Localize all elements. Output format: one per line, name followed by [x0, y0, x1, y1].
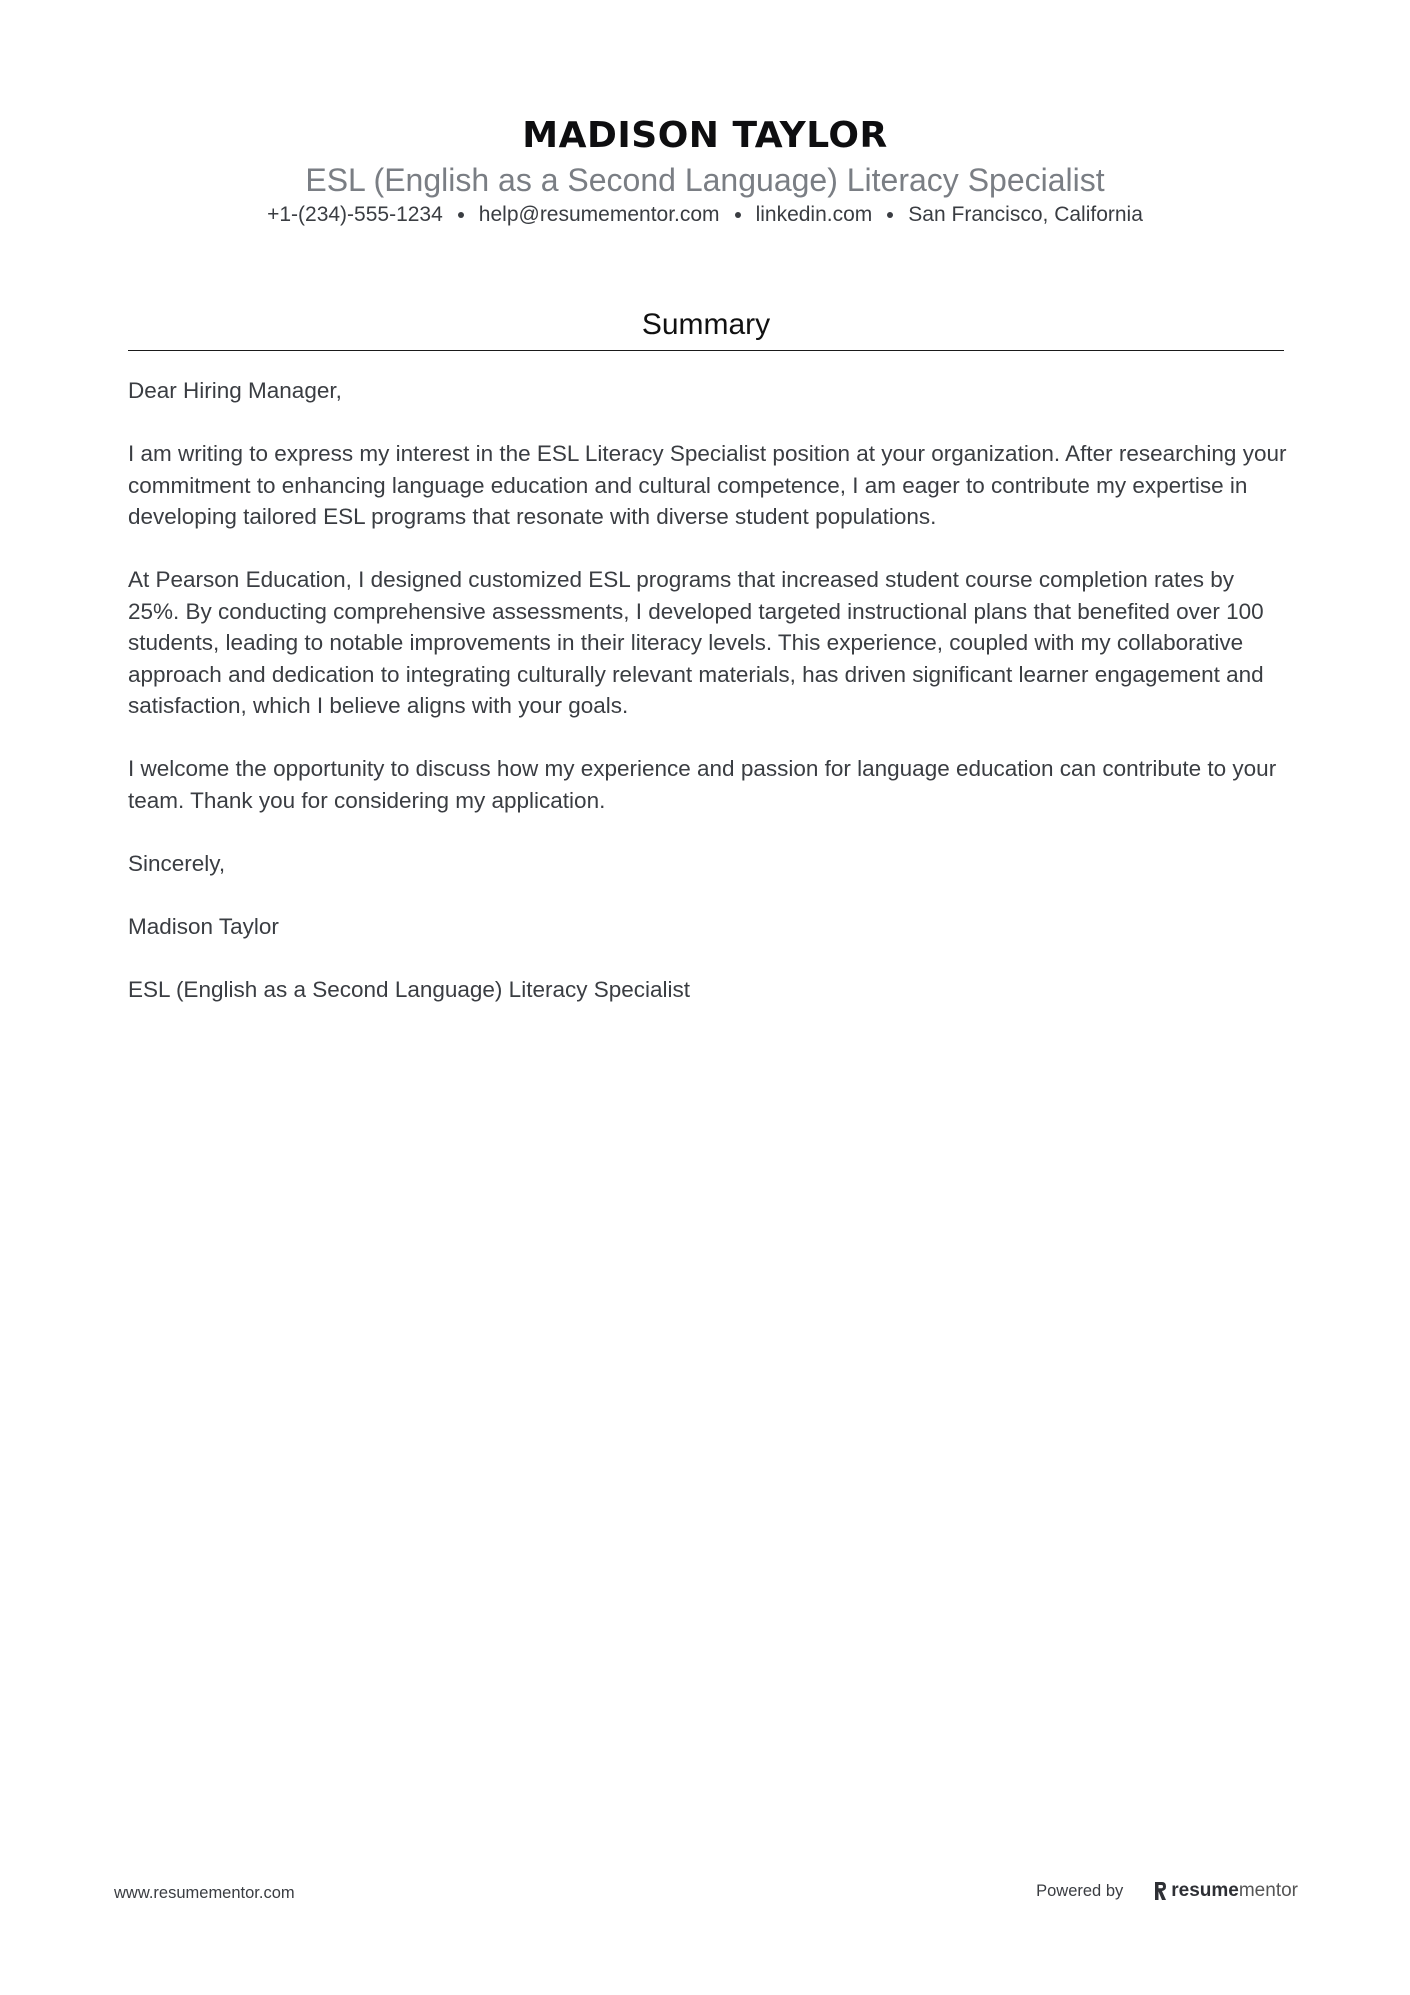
header	[0, 112, 1410, 230]
contact-line	[0, 200, 1410, 230]
logo-text-light: mentor	[1238, 1880, 1298, 1901]
powered-by-label: Powered by	[1036, 1881, 1124, 1900]
logo-text-bold: resume	[1171, 1880, 1239, 1901]
footer-website[interactable]: www.resumementor.com	[114, 1884, 295, 1902]
bullet-separator	[887, 212, 893, 218]
bullet-separator	[735, 212, 741, 218]
closing: Sincerely,	[128, 850, 226, 876]
paragraph-experience: At Pearson Education, I designed customized ESL programs that increased student course completion rates by 25%. By conducting comprehensive assessments, I developed targeted instructional plans that benefited over 100 students, leading to notable improvements in their literacy levels. This experience, coupled with my collaborative approach and dedication to integrating culturally relevant materials, has driven significant learner engagement and satisfaction, which I believe aligns with your goals.	[128, 567, 1264, 718]
section-divider	[128, 350, 1284, 351]
greeting: Dear Hiring Manager,	[128, 378, 342, 403]
resumementor-logo-icon	[1153, 1881, 1167, 1901]
summary-section	[128, 300, 1284, 351]
footer-branding	[1036, 1880, 1298, 1902]
resumementor-logo[interactable]	[1153, 1880, 1298, 1902]
letter-body	[128, 375, 1288, 1037]
bullet-separator	[458, 212, 464, 218]
candidate-name: MADISON TAYLOR	[522, 115, 888, 156]
linkedin-link[interactable]: linkedin.com	[755, 203, 873, 226]
signature-name: Madison Taylor	[128, 913, 279, 939]
job-title: ESL (English as a Second Language) Literacy Specialist	[305, 162, 1105, 198]
location: San Francisco, California	[908, 203, 1143, 226]
email-address[interactable]: help@resumementor.com	[478, 203, 720, 226]
signature-title: ESL (English as a Second Language) Literacy Specialist	[128, 976, 691, 1002]
section-title: Summary	[641, 308, 771, 341]
paragraph-intro: I am writing to express my interest in the ESL Literacy Specialist position at your organization. After researching your commitment to enhancing language education and cultural competence, I am eager to contribute my expertise in developing tailored ESL programs that resonate with diverse student populations.	[128, 441, 1287, 529]
phone-number: +1-(234)-555-1234	[267, 203, 443, 226]
paragraph-closing: I welcome the opportunity to discuss how my experience and passion for language education can contribute to your team. Thank you for considering my application.	[128, 756, 1277, 813]
